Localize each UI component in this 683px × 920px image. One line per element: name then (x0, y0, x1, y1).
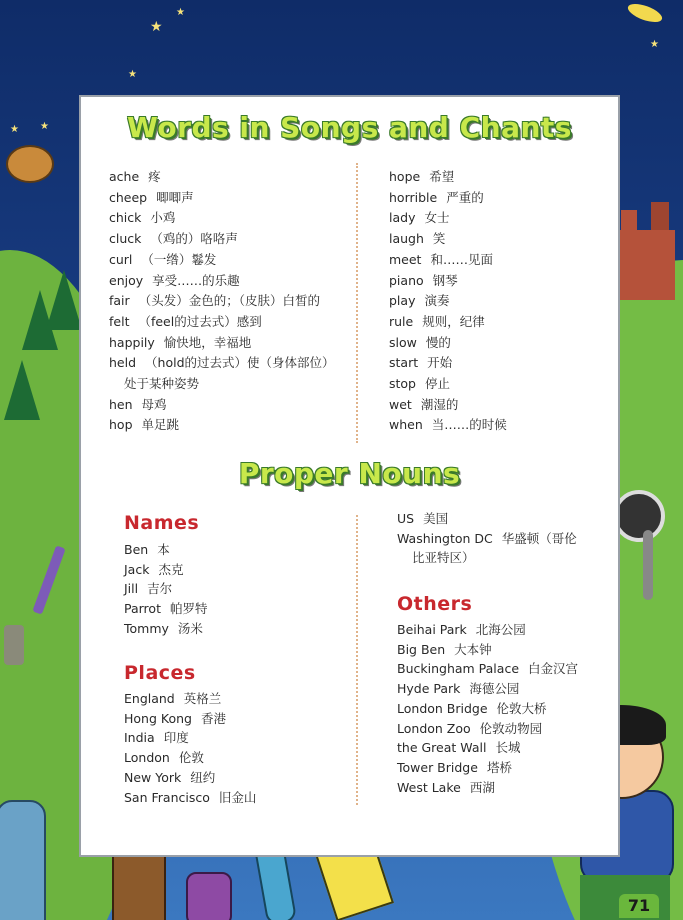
entry-meaning: 纽约 (190, 769, 216, 785)
entry-meaning: 笑 (432, 231, 446, 247)
entry-word: Big Ben (397, 641, 446, 657)
entry-word: fair (109, 293, 130, 309)
column-divider (356, 163, 358, 443)
entry-word: happily (109, 334, 155, 350)
entry-row (397, 719, 578, 739)
others-heading: Others (397, 593, 473, 615)
places-list (124, 689, 256, 807)
entry-word: London Bridge (397, 700, 488, 716)
entry-meaning: 小鸡 (150, 210, 176, 226)
entry-row (397, 679, 578, 699)
owl-icon (6, 145, 54, 183)
entry-row (389, 312, 609, 333)
entry-row (397, 738, 578, 758)
entry-row (124, 709, 256, 729)
entry-meaning: 北海公园 (475, 622, 526, 637)
entry-meaning: 印度 (163, 730, 189, 746)
vocabulary-card (79, 95, 620, 857)
songs-right-column (389, 167, 609, 436)
entry-meaning: 和……见面 (430, 251, 493, 267)
entry-meaning: 海德公园 (469, 681, 520, 697)
lamp-icon (613, 490, 665, 542)
entry-row (389, 333, 609, 354)
names-list (124, 540, 208, 639)
entry-word: when (389, 417, 423, 433)
entry-row (389, 229, 609, 250)
entry-row (109, 167, 354, 188)
entry-meaning: （头发）金色的；（皮肤）白皙的 (138, 293, 320, 309)
entry-word: cluck (109, 231, 142, 247)
entry-row (124, 768, 256, 788)
entry-word: enjoy (109, 272, 144, 288)
entry-word: US (397, 511, 415, 526)
entry-word: hope (389, 169, 421, 184)
entry-meaning: 疼 (148, 169, 161, 184)
entry-word: hop (109, 417, 133, 433)
entry-meaning: 钢琴 (432, 272, 458, 288)
entry-row (389, 188, 609, 209)
entry-row (124, 748, 256, 768)
entry-row (109, 395, 354, 416)
jar-icon (186, 872, 232, 920)
entry-meaning: 停止 (425, 376, 451, 392)
entry-row (389, 271, 609, 292)
entry-meaning: 华盛顿（哥伦 (501, 530, 577, 546)
entry-word: England (124, 691, 175, 706)
entry-row (389, 374, 609, 395)
entry-meaning: 伦敦动物园 (479, 720, 543, 736)
entry-word: play (389, 293, 416, 309)
entry-row (397, 699, 578, 719)
tree-icon (46, 270, 82, 330)
pot-icon (4, 625, 24, 665)
star-icon: ★ (150, 19, 163, 35)
entry-word: Hyde Park (397, 681, 461, 697)
entry-row (389, 395, 609, 416)
entry-row (109, 353, 354, 374)
entry-row (124, 689, 256, 709)
entry-word: Ben (124, 542, 149, 557)
entry-word: New York (124, 769, 182, 785)
entry-row (124, 560, 208, 580)
entry-meaning: 严重的 (446, 189, 484, 205)
bottle-icon (0, 800, 46, 920)
entry-row (397, 509, 577, 529)
entry-word: piano (389, 272, 424, 288)
page-number: 71 (619, 894, 659, 918)
entry-row (109, 250, 354, 271)
star-icon: ★ (40, 121, 49, 132)
entry-meaning-continued: 比亚特区） (412, 550, 475, 566)
entry-meaning: 大本钟 (454, 641, 492, 657)
entry-row (389, 167, 609, 188)
entry-row (109, 208, 354, 229)
star-icon: ★ (128, 69, 137, 80)
entry-row (109, 188, 354, 209)
entry-word: horrible (389, 189, 438, 205)
tree-icon (4, 360, 40, 420)
entry-word: held (109, 355, 137, 371)
entry-word: cheep (109, 189, 148, 205)
entry-word: felt (109, 313, 130, 329)
names-heading: Names (124, 512, 200, 534)
column-divider (356, 515, 358, 805)
entry-meaning: 长城 (495, 740, 521, 756)
entry-word: Parrot (124, 601, 161, 617)
entry-meaning: 英格兰 (183, 691, 222, 706)
entry-word: London Zoo (397, 720, 471, 736)
entry-meaning: 当……的时候 (431, 417, 507, 433)
entry-row (109, 291, 354, 312)
entry-meaning: （一绺）鬈发 (141, 251, 217, 267)
entry-word: West Lake (397, 779, 461, 795)
star-icon: ★ (650, 39, 659, 50)
entry-meaning: 愉快地，幸福地 (163, 334, 252, 350)
entry-meaning: 女士 (424, 210, 450, 226)
entry-meaning: 演奏 (424, 293, 450, 309)
entry-meaning: （hold的过去式）使（身体部位） (145, 355, 335, 371)
entry-meaning: 慢的 (425, 334, 451, 350)
entry-row (397, 640, 578, 660)
entry-meaning: 潮湿的 (420, 396, 459, 412)
entry-row (389, 415, 609, 436)
entry-row (124, 579, 208, 599)
entry-word: curl (109, 251, 133, 267)
entry-row (389, 353, 609, 374)
entry-row (397, 778, 578, 798)
entry-row (109, 415, 354, 436)
entry-meaning: 希望 (429, 169, 455, 184)
entry-row (109, 333, 354, 354)
entry-row (109, 271, 354, 292)
entry-word: start (389, 355, 419, 371)
places-heading: Places (124, 662, 196, 684)
entry-meaning: 单足跳 (141, 417, 180, 433)
entry-word: lady (389, 210, 416, 226)
entry-word: India (124, 730, 155, 746)
proper-nouns-title: Proper Nouns (238, 457, 461, 490)
entry-meaning: 塔桥 (486, 759, 512, 775)
entry-row (109, 312, 354, 333)
entry-meaning-continued: 处于某种姿势 (124, 376, 200, 392)
lamp-arm (643, 530, 653, 600)
entry-word: London (124, 750, 170, 766)
entry-word: hen (109, 396, 133, 412)
entry-meaning: 唧唧声 (156, 189, 194, 205)
entry-meaning: 汤米 (177, 620, 203, 636)
entry-meaning: 开始 (427, 355, 453, 371)
castle-icon (615, 230, 675, 300)
entry-word: meet (389, 251, 422, 267)
star-icon: ★ (176, 7, 185, 18)
entry-word: the Great Wall (397, 740, 487, 756)
entry-word: Tower Bridge (397, 759, 478, 775)
entry-word: Jill (124, 581, 139, 597)
entry-meaning: 杰克 (158, 561, 184, 577)
entry-row (397, 620, 578, 640)
entry-row (124, 599, 208, 619)
entry-row (397, 529, 577, 549)
entry-meaning: 规则，纪律 (422, 313, 485, 329)
others-list (397, 620, 578, 797)
entry-row (109, 229, 354, 250)
entry-meaning: 白金汉宫 (528, 661, 579, 677)
entry-word: Tommy (124, 620, 169, 636)
entry-meaning: （鸡的）咯咯声 (150, 231, 238, 247)
entry-meaning: （feel的过去式）感到 (138, 313, 262, 329)
star-icon: ★ (10, 124, 19, 135)
entry-row (124, 788, 256, 808)
entry-meaning: 旧金山 (218, 789, 257, 805)
places-cont-list (397, 509, 577, 568)
songs-left-column (109, 167, 354, 436)
entry-word: Buckingham Palace (397, 661, 520, 677)
entry-word: Hong Kong (124, 710, 192, 726)
entry-word: laugh (389, 231, 424, 247)
entry-word: stop (389, 376, 416, 392)
entry-word: chick (109, 210, 142, 226)
entry-meaning: 香港 (200, 710, 226, 726)
entry-meaning: 享受……的乐趣 (152, 272, 240, 288)
entry-meaning: 西湖 (469, 779, 495, 795)
entry-row (389, 291, 609, 312)
entry-word: ache (109, 169, 140, 184)
entry-row (397, 659, 578, 679)
entry-word: rule (389, 313, 414, 329)
entry-row (124, 619, 208, 639)
entry-meaning: 母鸡 (141, 396, 167, 412)
entry-row (389, 250, 609, 271)
entry-word: Jack (124, 561, 150, 577)
entry-row (124, 728, 256, 748)
entry-meaning: 帕罗特 (169, 601, 208, 617)
entry-meaning: 本 (157, 542, 170, 557)
entry-meaning: 伦敦大桥 (496, 700, 547, 716)
entry-word: Beihai Park (397, 622, 467, 637)
entry-word: San Francisco (124, 789, 210, 805)
entry-word: Washington DC (397, 530, 493, 546)
entry-meaning: 吉尔 (147, 581, 173, 597)
entry-row (389, 208, 609, 229)
entry-word: slow (389, 334, 417, 350)
entry-row (124, 540, 208, 560)
entry-meaning: 伦敦 (178, 750, 204, 766)
entry-row (397, 758, 578, 778)
entry-meaning: 美国 (423, 511, 449, 526)
entry-word: wet (389, 396, 412, 412)
songs-title: Words in Songs and Chants (127, 111, 572, 144)
